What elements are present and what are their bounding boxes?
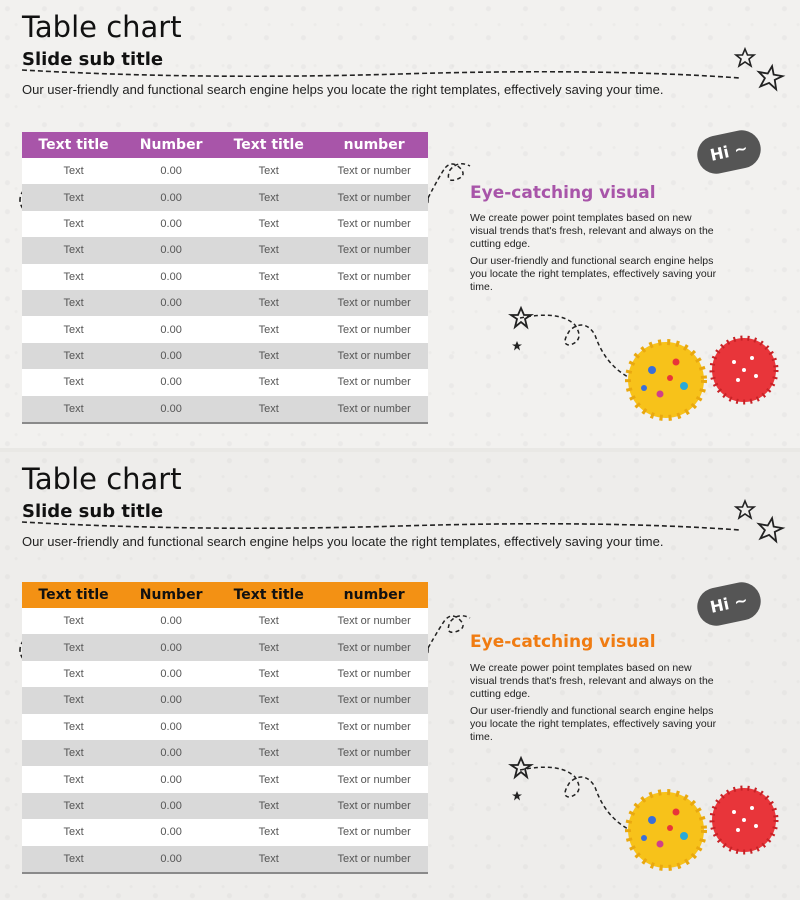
table-cell: Text [22,846,125,873]
star-doodle-icon [736,501,754,518]
table-row [22,290,428,316]
table-cell: Text [217,184,320,210]
table-cell: Text or number [320,369,428,395]
table-cell: Text [22,290,125,316]
table-cell: Text [217,343,320,369]
table-cell: 0.00 [125,290,217,316]
table-cell: Text or number [320,290,428,316]
table-row [22,211,428,237]
table-cell: 0.00 [125,661,217,687]
table-row [22,740,428,766]
table-cell: Text or number [320,661,428,687]
spiky-ball-icon [628,792,704,868]
data-table [22,132,428,424]
table-cell: Text or number [320,846,428,873]
slide-subtitle: Slide sub title [22,49,164,70]
table-cell: 0.00 [125,396,217,423]
table-cell: Text or number [320,396,428,423]
slide-description: Our user-friendly and functional search engine helps you locate the right templates, effectively saving your time. [22,534,664,549]
table-cell: Text or number [320,237,428,263]
table-cell: Text or number [320,766,428,792]
curly-arrow-icon [520,767,630,830]
table-cell: 0.00 [125,316,217,342]
table-row [22,369,428,395]
table-row [22,264,428,290]
table-row [22,846,428,873]
table-header: Text title [22,132,125,158]
table-cell: Text [22,740,125,766]
table-header: Text title [217,132,320,158]
table-cell: Text [217,819,320,845]
table-cell: Text [22,211,125,237]
table-cell: Text or number [320,211,428,237]
visual-paragraph-1: We create power point templates based on new visual trends that's fresh, relevant and always on the cutting edge. [470,212,714,250]
table-cell: 0.00 [125,211,217,237]
table-cell: 0.00 [125,819,217,845]
table-cell: 0.00 [125,714,217,740]
table-cell: 0.00 [125,369,217,395]
table-row [22,184,428,210]
table-cell: 0.00 [125,184,217,210]
visual-paragraph-1: We create power point templates based on new visual trends that's fresh, relevant and always on the cutting edge. [470,662,714,700]
curly-arrow-icon [520,315,630,378]
table-cell: Text [217,316,320,342]
table-cell: Text [217,661,320,687]
table-cell: Text [217,396,320,423]
table-row [22,661,428,687]
slide-subtitle: Slide sub title [22,501,164,522]
table-cell: Text [217,634,320,660]
table-cell: Text [22,608,125,634]
table-cell: Text [22,316,125,342]
table-cell: Text [217,740,320,766]
star-doodle-icon [511,758,531,777]
table-cell: Text or number [320,343,428,369]
visual-paragraph-2: Our user-friendly and functional search engine helps you locate the right templates, effectively saving your time. [470,705,717,743]
star-doodle-icon [736,49,754,66]
table-cell: Text [217,264,320,290]
table-header: Text title [22,582,125,608]
table-cell: Text [22,237,125,263]
table-cell: Text [217,369,320,395]
table-cell: Text or number [320,184,428,210]
table-cell: Text [217,766,320,792]
table-cell: Text [22,819,125,845]
table-cell: Text or number [320,687,428,713]
table-cell: 0.00 [125,343,217,369]
slide-title: Table chart [22,10,182,44]
table-cell: 0.00 [125,687,217,713]
slide-2 [0,452,800,900]
slide-title: Table chart [22,462,182,496]
table-cell: Text or number [320,740,428,766]
table-row [22,316,428,342]
table-cell: 0.00 [125,608,217,634]
star-doodle-icon [512,791,522,801]
table-cell: Text [217,846,320,873]
slide-description: Our user-friendly and functional search engine helps you locate the right templates, effectively saving your time. [22,82,664,97]
table-row [22,608,428,634]
table-cell: Text [22,158,125,184]
table-header: number [320,132,428,158]
data-table [22,582,428,874]
table-cell: Text [217,608,320,634]
table-cell: 0.00 [125,766,217,792]
table-cell: Text [217,687,320,713]
table-cell: Text or number [320,608,428,634]
table-cell: Text [217,211,320,237]
table-cell: Text [217,237,320,263]
speech-bubble-icon: Hi ~ [694,579,765,629]
table-cell: Text or number [320,634,428,660]
table-cell: Text or number [320,158,428,184]
table-cell: Text [217,158,320,184]
table-header: Number [125,132,217,158]
table-header: Text title [217,582,320,608]
table-cell: Text [217,714,320,740]
table-cell: 0.00 [125,158,217,184]
star-doodle-icon [512,341,522,351]
table-cell: Text or number [320,714,428,740]
dashed-line-icon [22,70,740,78]
speech-bubble-icon: Hi ~ [694,127,765,177]
slide-1 [0,0,800,448]
table-cell: 0.00 [125,237,217,263]
table-row [22,793,428,819]
spiky-ball-icon [712,338,776,402]
table-cell: Text [22,264,125,290]
table-cell: Text [22,687,125,713]
table-cell: 0.00 [125,264,217,290]
table-cell: 0.00 [125,740,217,766]
visual-title: Eye-catching visual [470,632,656,652]
table-row [22,158,428,184]
table-row [22,634,428,660]
table-row [22,819,428,845]
table-cell: Text or number [320,264,428,290]
table-cell: Text [22,766,125,792]
table-cell: Text [22,343,125,369]
table-cell: Text [22,634,125,660]
star-doodle-icon [756,516,783,542]
dashed-line-icon [22,522,740,530]
spiky-ball-icon [628,342,704,418]
curly-arrow-icon [428,616,470,648]
table-row [22,766,428,792]
table-row [22,343,428,369]
table-cell: Text [22,714,125,740]
table-cell: Text [22,184,125,210]
curly-arrow-icon [428,164,470,198]
table-cell: 0.00 [125,634,217,660]
table-row [22,237,428,263]
table-cell: Text or number [320,819,428,845]
table-row [22,714,428,740]
visual-paragraph-2: Our user-friendly and functional search engine helps you locate the right templates, effectively saving your time. [470,255,717,293]
table-row [22,687,428,713]
table-cell: Text or number [320,793,428,819]
table-cell: 0.00 [125,846,217,873]
table-cell: Text or number [320,316,428,342]
table-header: Number [125,582,217,608]
table-cell: Text [22,369,125,395]
table-cell: Text [217,793,320,819]
table-cell: Text [217,290,320,316]
table-header: number [320,582,428,608]
table-cell: Text [22,396,125,423]
visual-title: Eye-catching visual [470,183,656,203]
spiky-ball-icon [712,788,776,852]
table-cell: Text [22,661,125,687]
table-cell: Text [22,793,125,819]
table-cell: 0.00 [125,793,217,819]
table-row [22,396,428,423]
star-doodle-icon [756,64,783,90]
